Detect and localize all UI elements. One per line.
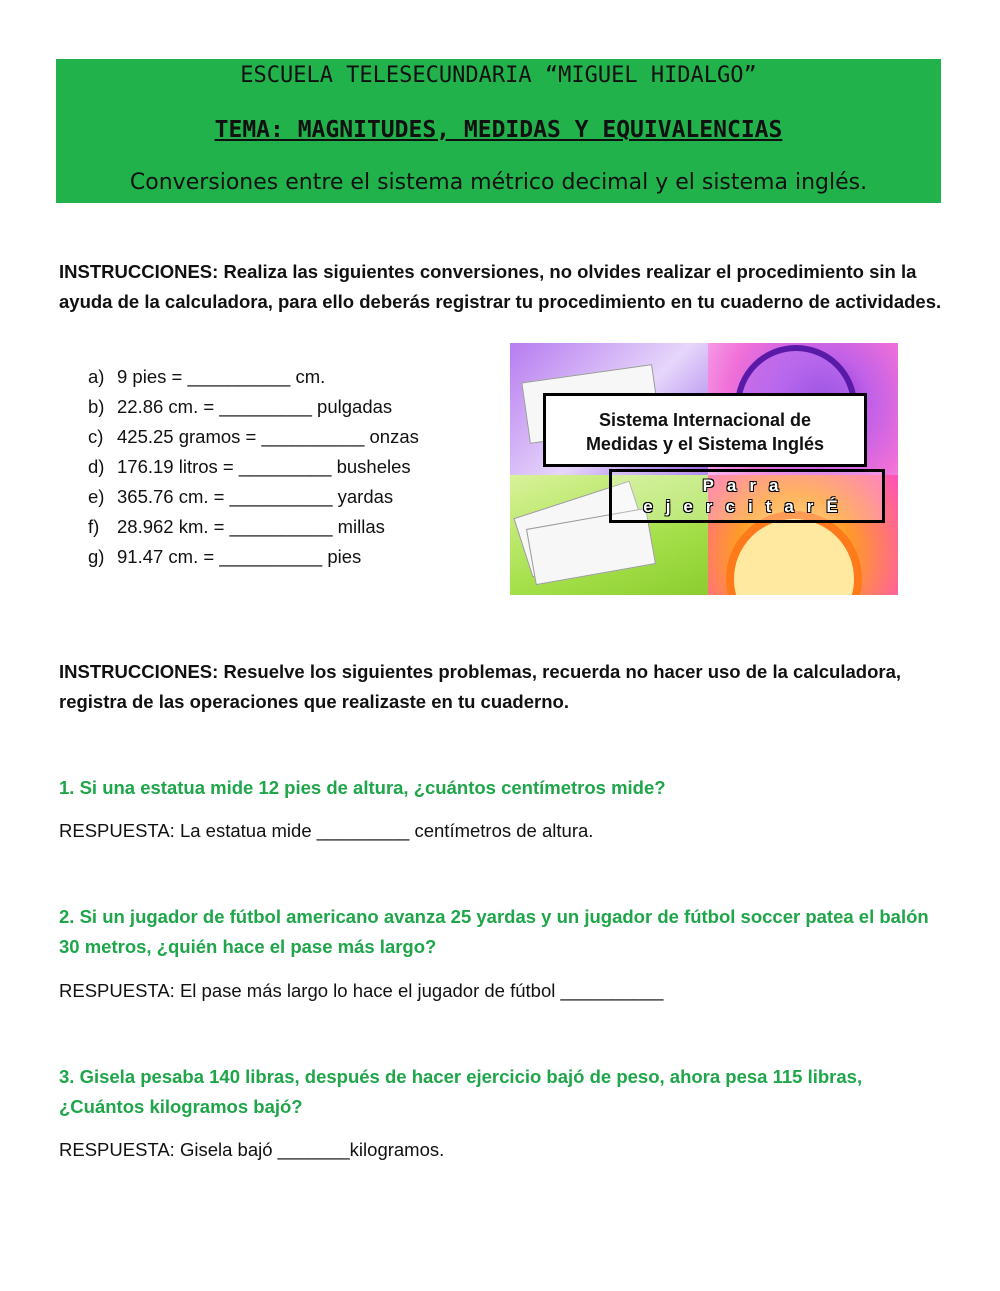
problem-2-question: 2. Si un jugador de fútbol americano avanza 25 yardas y un jugador de fútbol soccer patea el balón 30 metros, ¿quién hace el pase más largo? <box>59 906 929 957</box>
list-item: f) 28.962 km. = __________ millas <box>88 516 385 537</box>
problem-1-question: 1. Si una estatua mide 12 pies de altura, ¿cuántos centímetros mide? <box>59 777 666 798</box>
problem-2-answer: RESPUESTA: El pase más largo lo hace el jugador de fútbol __________ <box>59 980 664 1001</box>
problem-3-answer: RESPUESTA: Gisela bajó _______kilogramos. <box>59 1139 445 1160</box>
list-item: e) 365.76 cm. = __________ yardas <box>88 486 394 507</box>
school-name: ESCUELA TELESECUNDARIA “MIGUEL HIDALGO” <box>240 63 757 88</box>
list-item: b) 22.86 cm. = _________ pulgadas <box>88 396 393 417</box>
instructions-conversions: INSTRUCCIONES: Realiza las siguientes conversiones, no olvides realizar el procedimiento sin la ayuda de la calculadora, para ello deberás registrar tu procedimiento en tu cuaderno de actividades. <box>59 261 942 312</box>
problem-1-answer: RESPUESTA: La estatua mide _________ centímetros de altura. <box>59 820 594 841</box>
measurement-systems-image <box>510 343 898 595</box>
list-item: c) 425.25 gramos = __________ onzas <box>88 426 419 447</box>
topic-title: TEMA: MAGNITUDES, MEDIDAS Y EQUIVALENCIAS <box>214 117 783 143</box>
image-subtitle-box: Para ejercitarÉ <box>609 469 885 523</box>
list-item: a) 9 pies = __________ cm. <box>88 366 326 387</box>
conversion-list <box>88 362 419 572</box>
subtitle: Conversiones entre el sistema métrico decimal y el sistema inglés. <box>129 170 868 195</box>
header-banner <box>56 59 941 203</box>
list-item: d) 176.19 litros = _________ busheles <box>88 456 411 477</box>
image-title-box: Sistema Internacional de Medidas y el Sistema Inglés <box>543 393 867 467</box>
problem-3-question: 3. Gisela pesaba 140 libras, después de hacer ejercicio bajó de peso, ahora pesa 115 libras, ¿Cuántos kilogramos bajó? <box>59 1066 863 1117</box>
instructions-problems: INSTRUCCIONES: Resuelve los siguientes problemas, recuerda no hacer uso de la calculadora, registra de las operaciones que realizaste en tu cuaderno. <box>59 661 902 712</box>
list-item: g) 91.47 cm. = __________ pies <box>88 546 362 567</box>
